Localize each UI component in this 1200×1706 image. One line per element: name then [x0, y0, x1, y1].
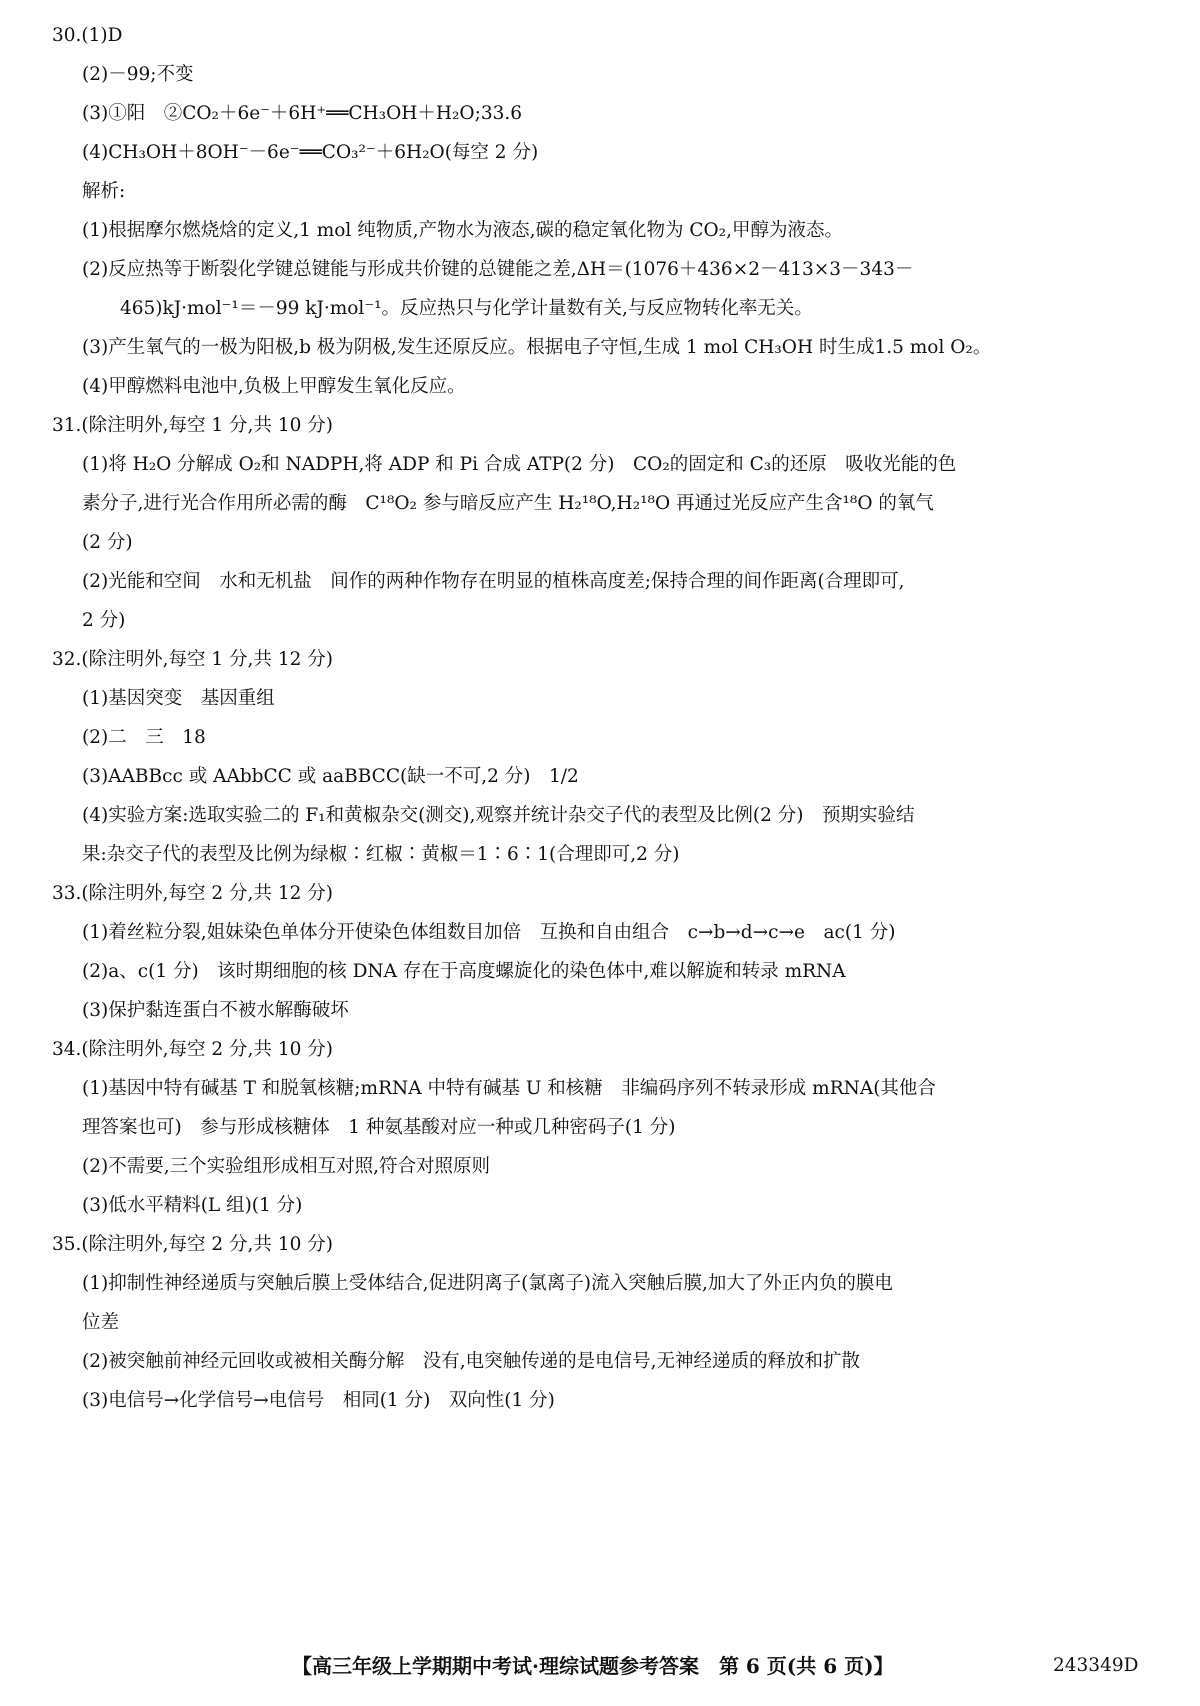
- answer-line: (1)抑制性神经递质与突触后膜上受体结合,促进阴离子(氯离子)流入突触后膜,加大了外正内负的膜电: [82, 1273, 893, 1294]
- answer-line: 果:杂交子代的表型及比例为绿椒∶红椒∶黄椒＝1∶6∶1(合理即可,2 分): [82, 844, 680, 865]
- answer-line: (4)CH₃OH＋8OH⁻－6e⁻══CO₃²⁻＋6H₂O(每空 2 分): [82, 142, 539, 163]
- page-footer: [0, 1646, 1200, 1686]
- answer-line: (1)基因突变 基因重组: [82, 688, 275, 709]
- answer-line: (3)低水平精料(L 组)(1 分): [82, 1195, 303, 1216]
- answer-line: 理答案也可) 参与形成核糖体 1 种氨基酸对应一种或几种密码子(1 分): [82, 1117, 676, 1138]
- footer-title: 【高三年级上学期期中考试·理综试题参考答案 第 6 页(共 6 页)】: [292, 1654, 894, 1678]
- answer-line: (2)不需要,三个实验组形成相互对照,符合对照原则: [82, 1156, 490, 1177]
- answer-line: 素分子,进行光合作用所必需的酶 C¹⁸O₂ 参与暗反应产生 H₂¹⁸O,H₂¹⁸O 再通过光反应产生含¹⁸O 的氧气: [82, 493, 934, 514]
- answer-line: (1)将 H₂O 分解成 O₂和 NADPH,将 ADP 和 Pi 合成 ATP(2 分) CO₂的固定和 C₃的还原 吸收光能的色: [82, 454, 957, 475]
- answer-line: (2)被突触前神经元回收或被相关酶分解 没有,电突触传递的是电信号,无神经递质的释放和扩散: [82, 1351, 860, 1372]
- answer-line: (3)保护黏连蛋白不被水解酶破坏: [82, 1000, 349, 1021]
- question-heading: 32.(除注明外,每空 1 分,共 12 分): [52, 649, 333, 670]
- answer-line: 465)kJ·mol⁻¹＝－99 kJ·mol⁻¹。反应热只与化学计量数有关,与反应物转化率无关。: [120, 298, 813, 319]
- footer-code: 243349D: [1053, 1655, 1139, 1676]
- question-heading: 35.(除注明外,每空 2 分,共 10 分): [52, 1234, 333, 1255]
- question-heading: 34.(除注明外,每空 2 分,共 10 分): [52, 1039, 333, 1060]
- answer-line: (1)着丝粒分裂,姐妹染色单体分开使染色体组数目加倍 互换和自由组合 c→b→d→c→e ac(1 分): [82, 922, 896, 943]
- answer-content: [52, 16, 1164, 1420]
- answer-line: (2 分): [82, 532, 133, 553]
- question-heading: 30.(1)D: [52, 25, 123, 46]
- question-heading: 31.(除注明外,每空 1 分,共 10 分): [52, 415, 333, 436]
- answer-line: (4)实验方案:选取实验二的 F₁和黄椒杂交(测交),观察并统计杂交子代的表型及比例(2 分) 预期实验结: [82, 805, 915, 826]
- answer-line: (3)AABBcc 或 AAbbCC 或 aaBBCC(缺一不可,2 分) 1/2: [82, 766, 579, 787]
- answer-line: (3)产生氧气的一极为阳极,b 极为阴极,发生还原反应。根据电子守恒,生成 1 mol CH₃OH 时生成1.5 mol O₂。: [82, 337, 992, 358]
- answer-line: (1)根据摩尔燃烧焓的定义,1 mol 纯物质,产物水为液态,碳的稳定氧化物为 CO₂,甲醇为液态。: [82, 220, 843, 241]
- answer-line: (3)电信号→化学信号→电信号 相同(1 分) 双向性(1 分): [82, 1390, 555, 1411]
- answer-line: (2)光能和空间 水和无机盐 间作的两种作物存在明显的植株高度差;保持合理的间作距离(合理即可,: [82, 571, 905, 592]
- answer-line: 位差: [82, 1312, 120, 1333]
- answer-line: (1)基因中特有碱基 T 和脱氧核糖;mRNA 中特有碱基 U 和核糖 非编码序列不转录形成 mRNA(其他合: [82, 1078, 936, 1099]
- answer-line: (2)a、c(1 分) 该时期细胞的核 DNA 存在于高度螺旋化的染色体中,难以解旋和转录 mRNA: [82, 961, 846, 982]
- answer-line: 解析:: [82, 181, 126, 202]
- question-heading: 33.(除注明外,每空 2 分,共 12 分): [52, 883, 333, 904]
- answer-line: (3)①阳 ②CO₂＋6e⁻＋6H⁺══CH₃OH＋H₂O;33.6: [82, 103, 523, 124]
- answer-line: (4)甲醇燃料电池中,负极上甲醇发生氧化反应。: [82, 376, 466, 397]
- answer-line: 2 分): [82, 610, 126, 631]
- answer-line: (2)－99;不变: [82, 64, 194, 85]
- answer-line: (2)二 三 18: [82, 727, 206, 748]
- answer-line: (2)反应热等于断裂化学键总键能与形成共价键的总键能之差,ΔH＝(1076＋436×2－413×3－343－: [82, 259, 914, 280]
